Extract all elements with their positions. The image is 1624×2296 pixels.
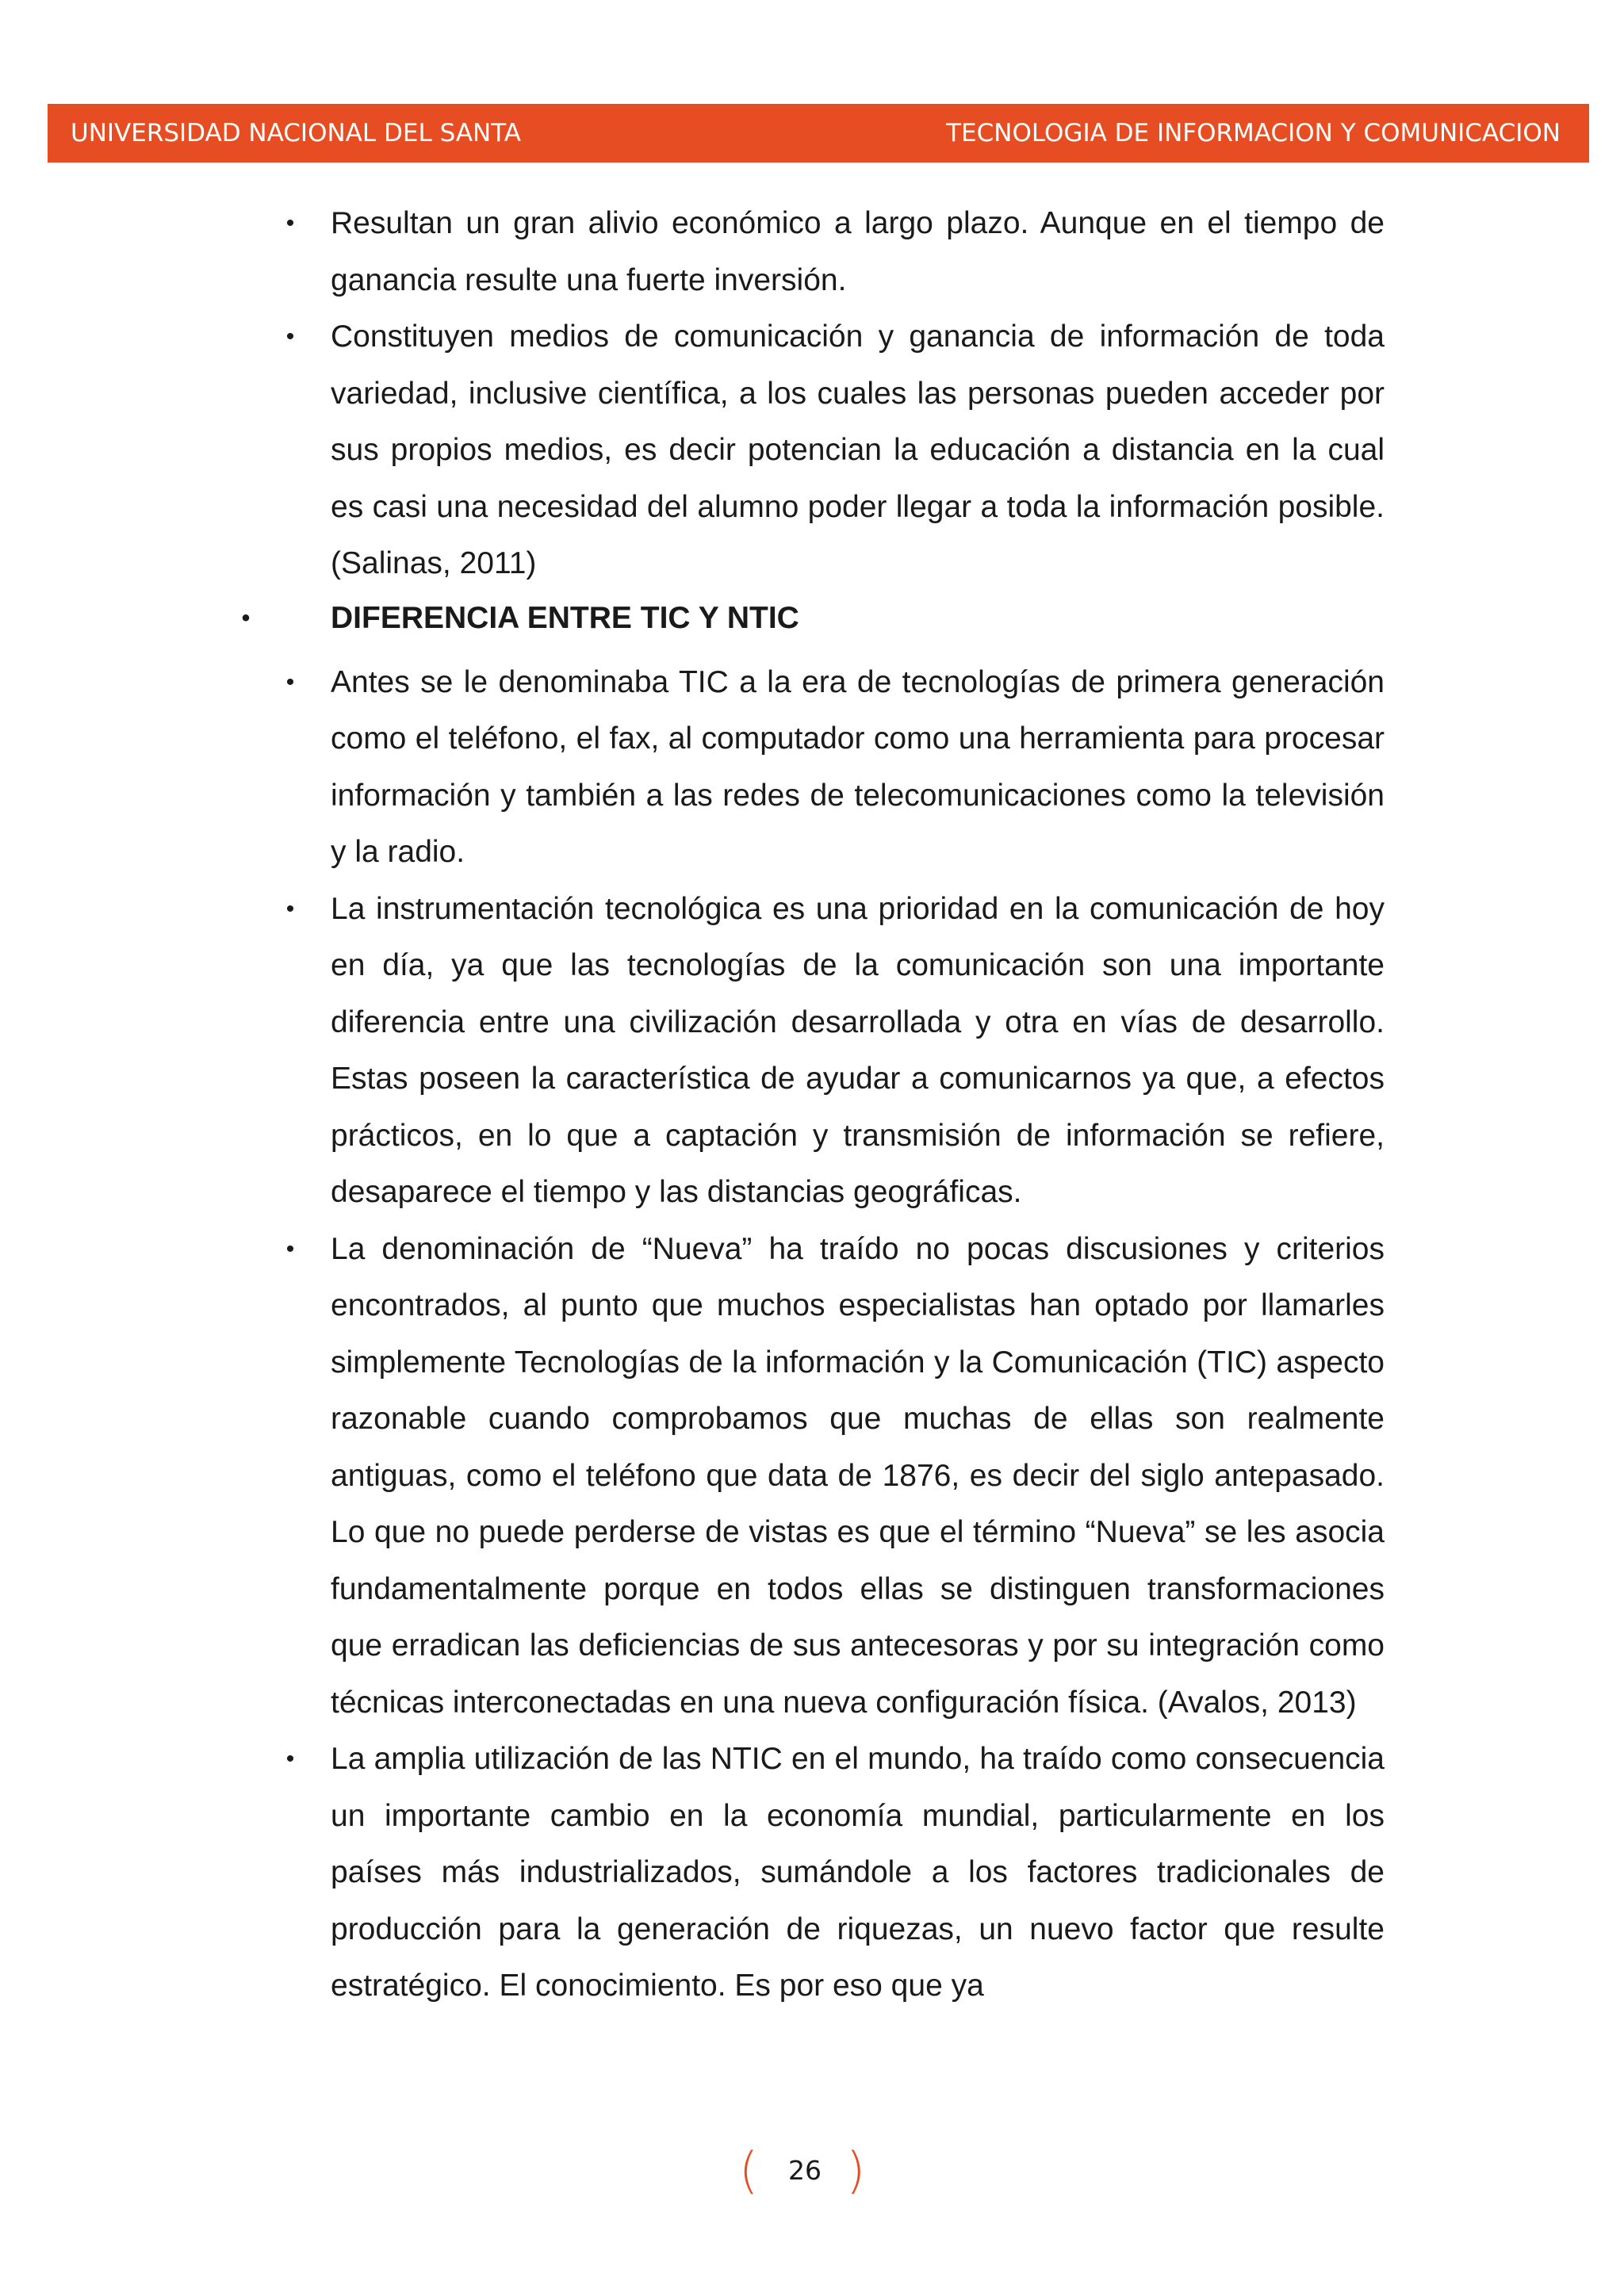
item-text: Resultan un gran alivio económico a largo plazo. Aunque en el tiempo de ganancia resulte una fuerte inversión. — [331, 206, 1385, 297]
item-text: La instrumentación tecnológica es una prioridad en la comunicación de hoy en día, ya que las tecnologías de la comunicación son una importante diferencia entre una civilización desarrollada y otra en vías de desarrollo. Estas poseen la característica de ayudar a comunicarnos ya que, a efectos prácticos, en lo que a captación y transmisión de información se refiere, desaparece el tiempo y las distancias geográficas. — [331, 891, 1385, 1209]
bullet-icon: • — [285, 1746, 295, 1772]
right-bracket-icon: ) — [846, 2141, 866, 2199]
bullet-icon: • — [241, 604, 251, 631]
bullet-item-instrumentation — [285, 881, 1385, 1221]
page-number: 26 — [788, 2155, 822, 2186]
item-text: Constituyen medios de comunicación y ganancia de información de toda variedad, inclusive científica, a los cuales las personas pueden acceder por sus propios medios, es decir potencian la educación a distancia en la cual es casi una necesidad del alumno poder llegar a toda la información posible. (Salinas, 2011) — [331, 320, 1385, 580]
header-institution: UNIVERSIDAD NACIONAL DEL SANTA — [71, 119, 521, 147]
item-text: La amplia utilización de las NTIC en el mundo, ha traído como consecuencia un importante cambio en la economía mundial, particularmente en los países más industrializados, sumándole a los factores tradicionales de producción para la generación de riquezas, un nuevo factor que resulte estratégico. El conocimiento. Es por eso que ya — [331, 1742, 1385, 2003]
bullet-item-ntic-usage — [285, 1731, 1385, 2015]
bullet-item-nueva-denomination — [285, 1221, 1385, 1732]
item-text: La denominación de “Nueva” ha traído no pocas discusiones y criterios encontrados, al punto que muchos especialistas han optado por llamarles simplemente Tecnologías de la información y la Comunicación (TIC) aspecto razonable cuando comprobamos que muchas de ellas son realmente antiguas, como el teléfono que data de 1876, es decir del siglo antepasado. Lo que no puede perderse de vistas es que el término “Nueva” se les asocia fundamentalmente porque en todos ellas se distinguen transformaciones que erradican las deficiencias de sus antecesoras y por su integración como técnicas interconectadas en una nueva configuración física. (Avalos, 2013) — [331, 1231, 1385, 1720]
header-course-title: TECNOLOGIA DE INFORMACION Y COMUNICACION — [946, 119, 1561, 147]
bullet-item-communication-media — [285, 308, 1385, 592]
left-bracket-icon: ( — [739, 2141, 759, 2199]
page-header — [48, 104, 1589, 163]
bullet-icon: • — [285, 323, 295, 350]
bullet-icon: • — [285, 1235, 295, 1262]
bullet-icon: • — [285, 895, 295, 922]
bullet-item-economic-relief — [285, 195, 1385, 308]
item-text: Antes se le denominaba TIC a la era de tecnologías de primera generación como el teléfono, el fax, al computador como una herramienta para procesar información y también a las redes de telecomunicaciones como la televisión y la radio. — [331, 664, 1385, 869]
bullet-item-first-generation — [285, 654, 1385, 881]
bullet-icon: • — [285, 668, 295, 695]
section-heading-text: DIFERENCIA ENTRE TIC Y NTIC — [331, 600, 799, 635]
page-body — [0, 195, 1624, 2015]
section-heading — [241, 594, 1385, 643]
bullet-icon: • — [285, 210, 295, 236]
page-footer — [0, 2141, 1624, 2204]
